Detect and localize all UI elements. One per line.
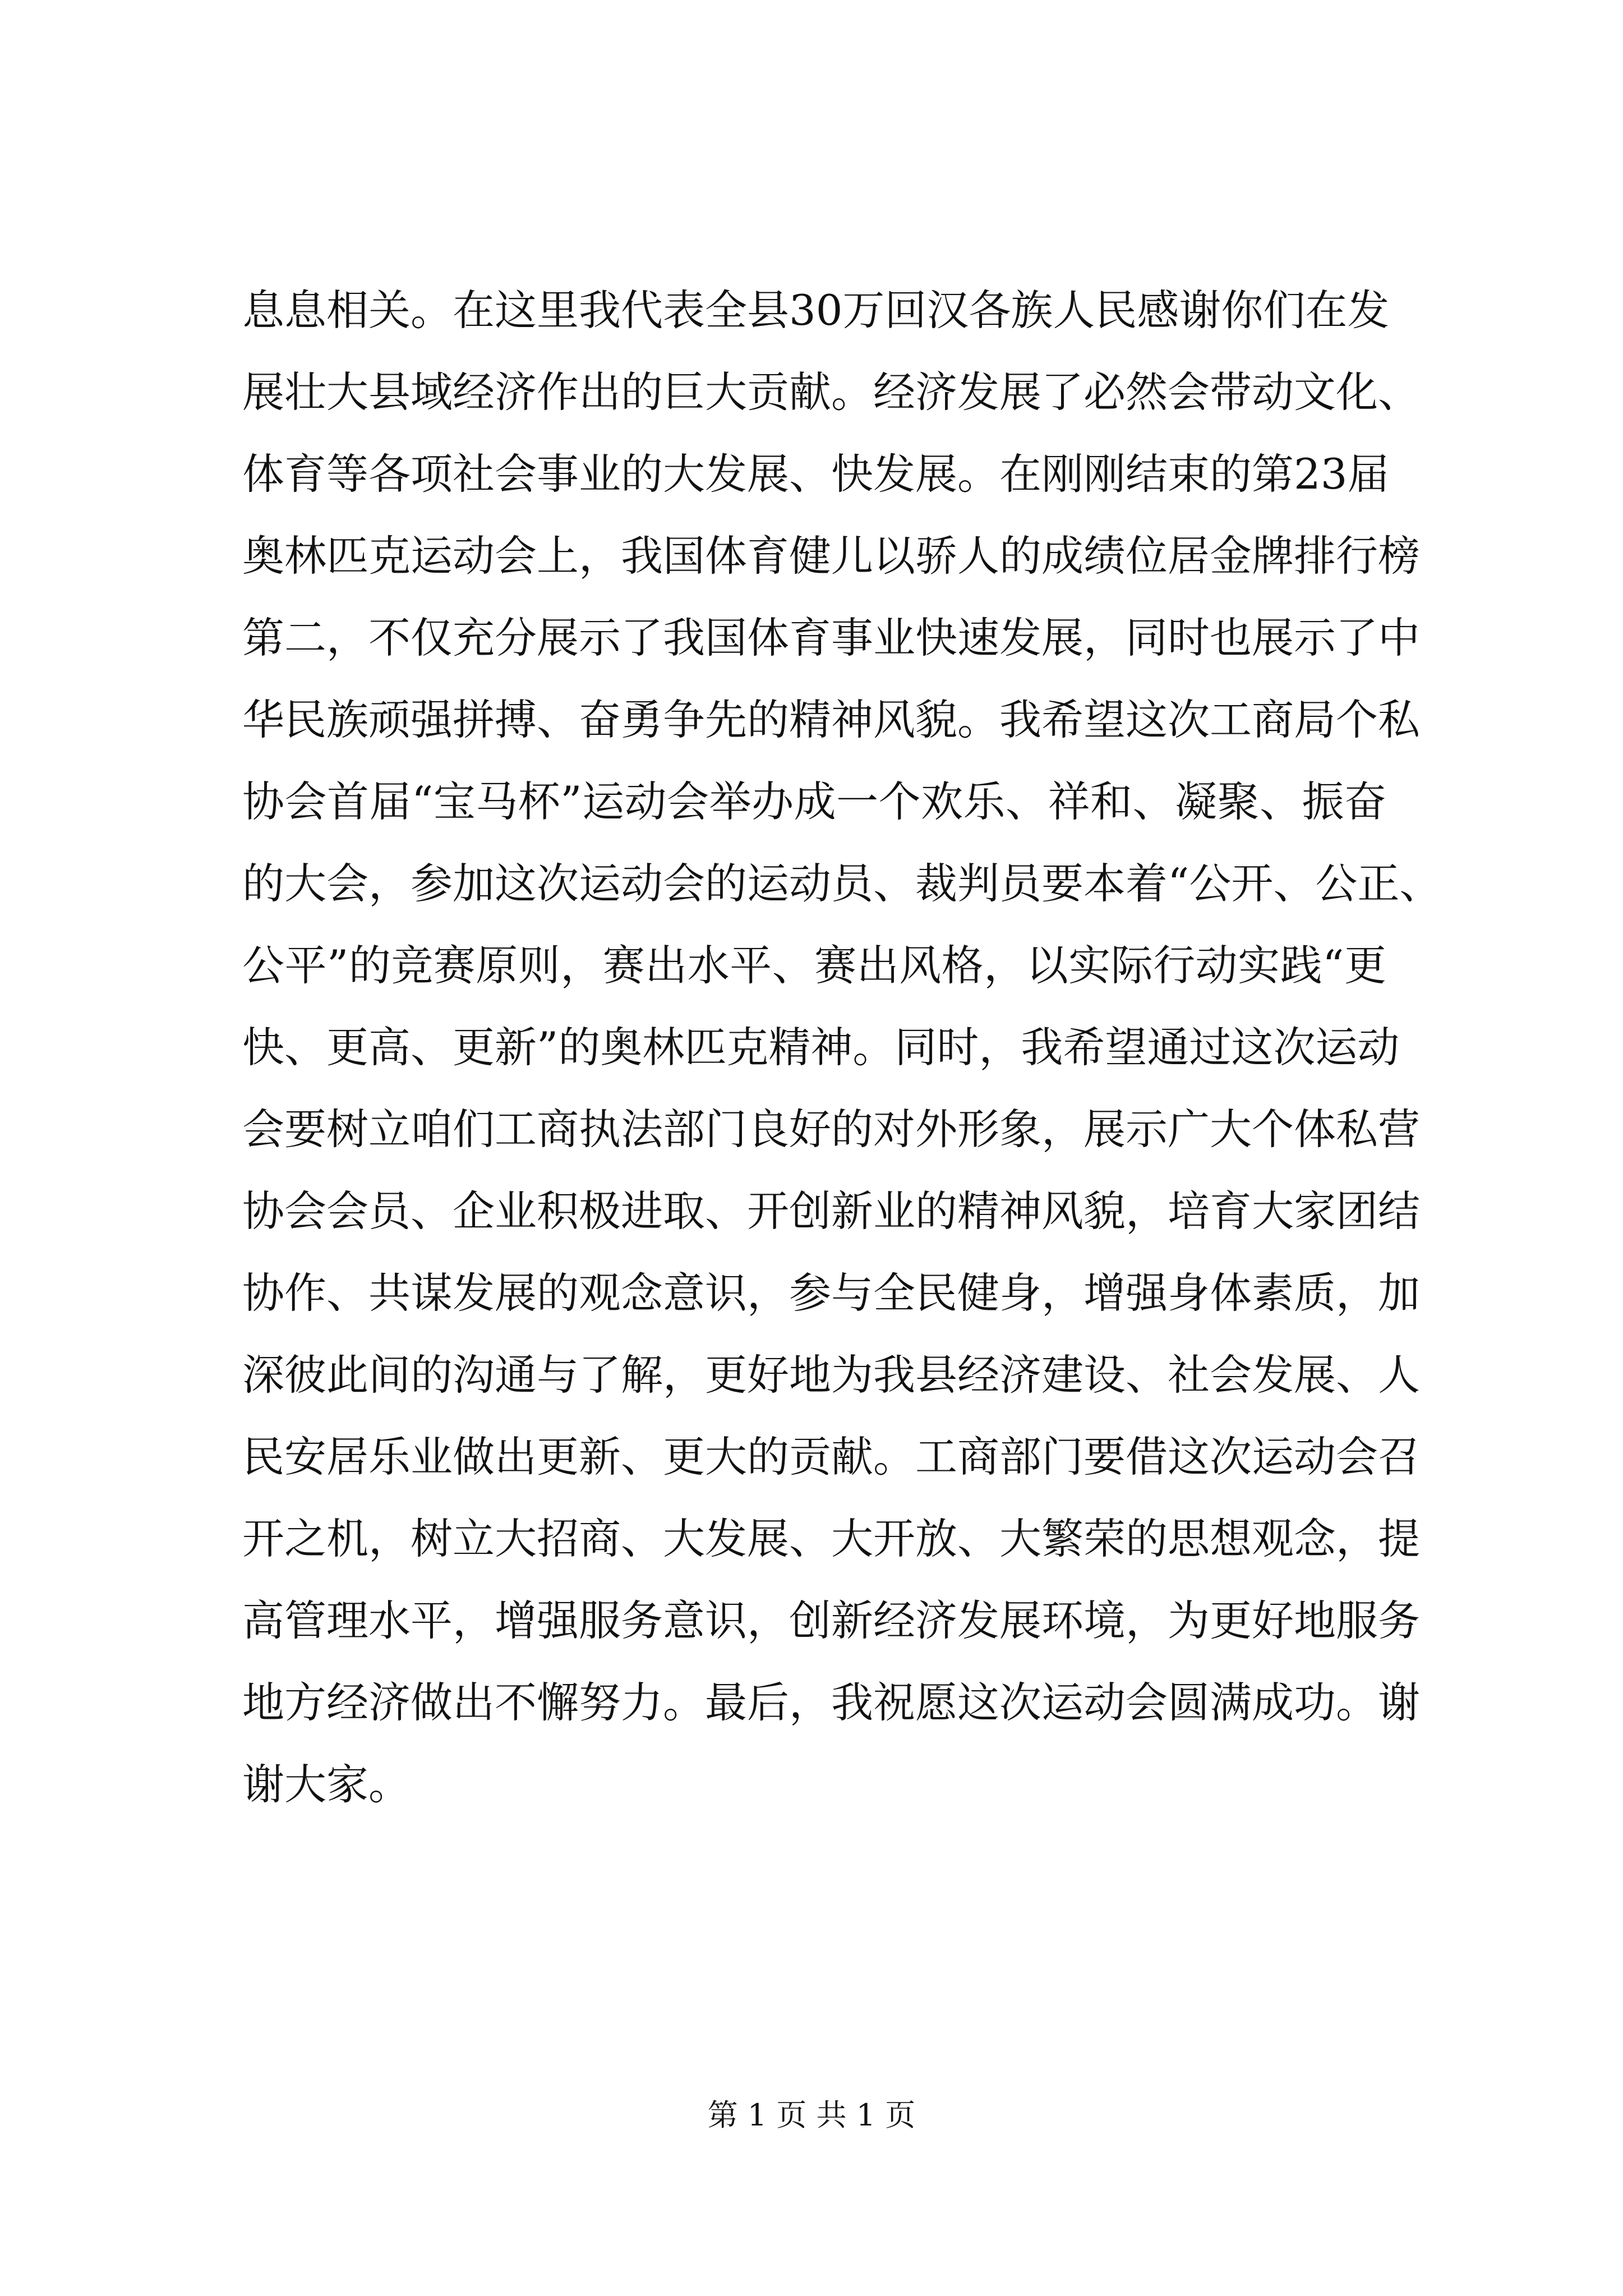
text-line: 华民族顽强拼搏、奋勇争先的精神风貌。我希望这次工商局个私: [242, 695, 1421, 744]
text-line: 开之机，树立大招商、大发展、大开放、大繁荣的思想观念，提: [242, 1514, 1421, 1563]
text-line: 协会会员、企业积极进取、开创新业的精神风貌，培育大家团结: [242, 1186, 1421, 1236]
text-line: 快、更高、更新”的奥林匹克精神。同时，我希望通过这次运动: [242, 1023, 1400, 1072]
text-line: 息息相关。在这里我代表全县30万回汉各族人民感谢你们在发: [242, 286, 1390, 335]
text-line: 深彼此间的沟通与了解，更好地为我县经济建设、社会发展、人: [242, 1350, 1421, 1400]
text-line-last: 谢大家。: [242, 1760, 411, 1809]
text-line: 地方经济做出不懈努力。最后，我祝愿这次运动会圆满成功。谢: [242, 1678, 1421, 1727]
text-line: 协会首届“宝马杯”运动会举办成一个欢乐、祥和、凝聚、振奋: [242, 777, 1386, 826]
text-line: 协作、共谋发展的观念意识，参与全民健身，增强身体素质，加: [242, 1268, 1421, 1318]
text-line: 会要树立咱们工商执法部门良好的对外形象，展示广大个体私营: [242, 1105, 1421, 1154]
text-line: 展壮大县域经济作出的巨大贡献。经济发展了必然会带动文化、: [242, 367, 1421, 417]
body-paragraph: [242, 269, 1442, 1825]
page-footer: [0, 2096, 1623, 2135]
text-line: 公平”的竞赛原则，赛出水平、赛出风格，以实际行动实践“更: [242, 941, 1386, 990]
text-line: 的大会，参加这次运动会的运动员、裁判员要本着“公开、公正、: [242, 859, 1442, 908]
text-line: 民安居乐业做出更新、更大的贡献。工商部门要借这次运动会召: [242, 1432, 1421, 1481]
page-number-label: 第 1 页 共 1 页: [707, 2097, 916, 2133]
text-line: 高管理水平，增强服务意识，创新经济发展环境，为更好地服务: [242, 1596, 1421, 1645]
text-line: 第二，不仅充分展示了我国体育事业快速发展，同时也展示了中: [242, 613, 1421, 662]
text-line: 体育等各项社会事业的大发展、快发展。在刚刚结束的第23届: [242, 449, 1390, 499]
text-line: 奥林匹克运动会上，我国体育健儿以骄人的成绩位居金牌排行榜: [242, 531, 1421, 581]
